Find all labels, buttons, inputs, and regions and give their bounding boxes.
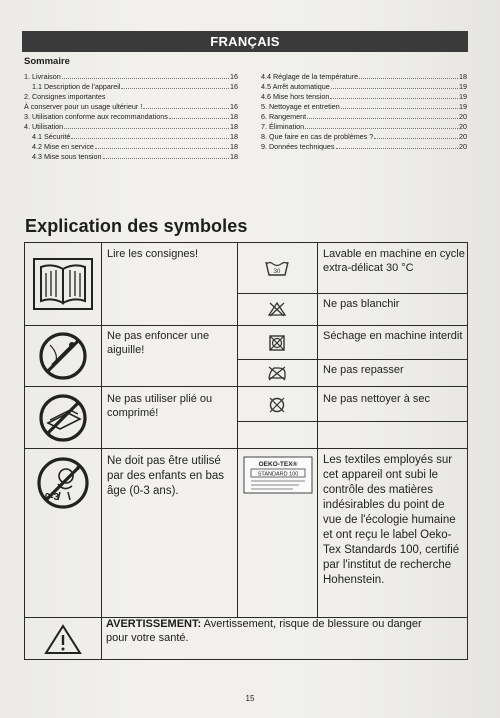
no-dry-clean-text: Ne pas nettoyer à sec: [323, 393, 431, 405]
toc-entry: 7. Élimination 20: [261, 122, 467, 131]
toc-entry: 4.3 Mise sous tension 18: [32, 152, 238, 161]
toc-entry: 4.5 Arrêt automatique 19: [261, 82, 467, 91]
toc-title: Sommaire: [24, 56, 70, 67]
toc-entry: 4.6 Mise hors tension 19: [261, 92, 467, 101]
no-folding-icon: [27, 389, 99, 446]
toc-entry: 3. Utilisation conforme aux recommandations 18: [24, 112, 238, 121]
no-dryer-text: Séchage en machine interdit: [323, 330, 463, 342]
warning-label: AVERTISSEMENT:: [106, 618, 202, 630]
toc-left-column: [24, 72, 238, 162]
no-children-icon: [27, 451, 99, 515]
toc-entry: 8. Que faire en cas de problèmes ? 20: [261, 132, 467, 141]
no-bleach-icon: [238, 295, 316, 323]
toc-entry: 6. Rangement 20: [261, 112, 467, 121]
open-book-icon: [27, 247, 99, 321]
toc-entry: 2. Consignes importantes: [24, 92, 106, 101]
toc-entry: 1. Livraison 16: [24, 72, 238, 81]
toc-entry: À conserver pour un usage ultérieur ! 16: [24, 102, 238, 111]
svg-text:STANDARD 100: STANDARD 100: [257, 471, 299, 478]
no-children-text: Ne doit pas être utilisé par des enfants en bas âge (0-3 ans).: [107, 455, 224, 497]
warning-description: Avertissement, risque de blessure ou danger pour votre santé.: [106, 618, 422, 644]
no-dry-clean-icon: [238, 390, 316, 420]
language-header: FRANÇAIS: [22, 31, 468, 52]
toc-entry: 5. Nettoyage et entretien 19: [261, 102, 467, 111]
no-tumble-dry-icon: [238, 328, 316, 358]
oeko-tex-text: Les textiles employés sur cet appareil ont subi le contrôle des matières indésirables du point de vue de l'écologie humaine et ont reçu le label Oeko-Tex Standards 100, certifié par l'institut de recherche Hohenstein.: [323, 454, 460, 586]
toc-entry: 4.4 Réglage de la température 18: [261, 72, 467, 81]
svg-text:30: 30: [273, 269, 281, 275]
warning-triangle-icon: [27, 621, 99, 657]
svg-text:0-3: 0-3: [44, 492, 60, 503]
warning-text: [106, 617, 446, 645]
no-iron-icon: [238, 361, 316, 385]
toc-entry: 4. Utilisation 18: [24, 122, 238, 131]
wash-30-icon: [238, 245, 316, 291]
no-bleach-text: Ne pas blanchir: [323, 298, 400, 310]
no-iron-text: Ne pas repasser: [323, 364, 404, 376]
toc-right-column: [261, 72, 467, 152]
section-title: Explication des symboles: [25, 216, 248, 236]
oeko-tex-label-icon: [243, 455, 313, 495]
toc-entry: 9. Données techniques 20: [261, 142, 467, 151]
toc-entry: 1.1 Description de l'appareil 16: [32, 82, 238, 91]
symbols-table: [24, 242, 468, 660]
no-needle-text: Ne pas enfoncer une aiguille!: [107, 330, 210, 356]
no-folded-text: Ne pas utiliser plié ou comprimé!: [107, 393, 213, 419]
no-needle-icon: [27, 327, 99, 384]
read-instructions-text: Lire les consignes!: [107, 248, 199, 260]
page-number: 15: [245, 694, 255, 703]
wash-text: Lavable en machine en cycle extra-délicat 30 °C: [323, 248, 465, 274]
toc-entry: 4.2 Mise en service 18: [32, 142, 238, 151]
toc-entry: 4.1 Sécurité 18: [32, 132, 238, 141]
svg-text:OEKO-TEX®: OEKO-TEX®: [258, 461, 298, 468]
